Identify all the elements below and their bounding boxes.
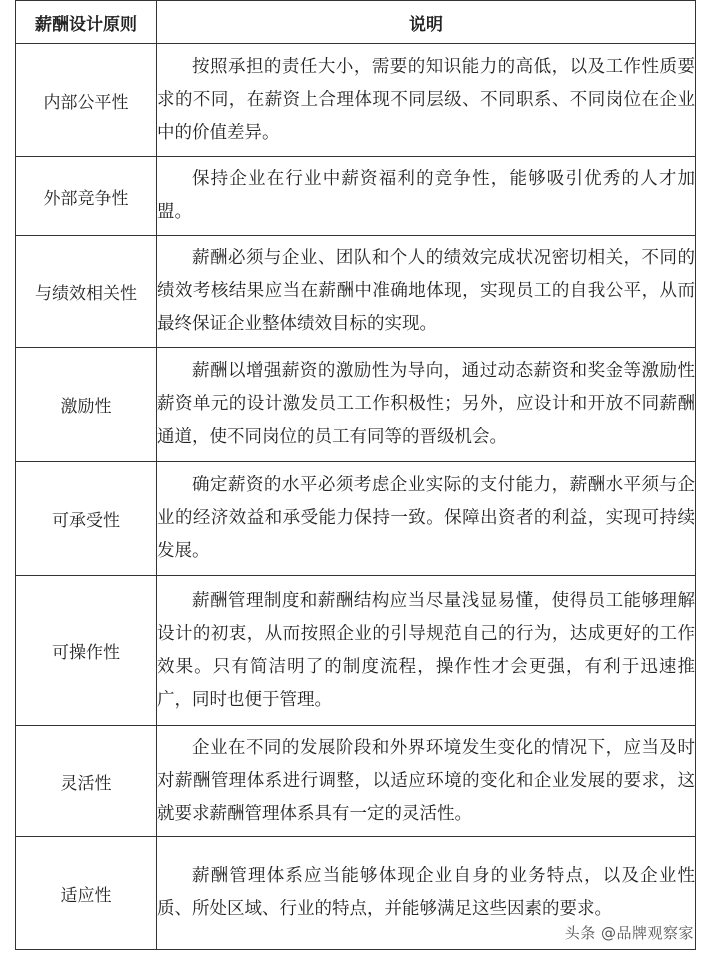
table-row: [16, 348, 696, 462]
principle-name: 外部竞争性: [16, 157, 157, 236]
principle-description: 保持企业在行业中薪资福利的竞争性，能够吸引优秀的人才加盟。: [157, 157, 696, 236]
header-principle: 薪酬设计原则: [16, 1, 157, 44]
principle-description: 按照承担的责任大小，需要的知识能力的高低，以及工作性质要求的不同，在薪资上合理体现不同层级、不同职系、不同岗位在企业中的价值差异。: [157, 44, 696, 157]
header-description: 说明: [157, 1, 696, 44]
principle-name: 激励性: [16, 348, 157, 462]
table-row: [16, 44, 696, 157]
table-row: [16, 726, 696, 837]
principle-name: 内部公平性: [16, 44, 157, 157]
principles-table: [15, 0, 696, 950]
table-row: [16, 576, 696, 726]
principle-description: 薪酬管理制度和薪酬结构应当尽量浅显易懂，使得员工能够理解设计的初衷，从而按照企业的引导规范自己的行为，达成更好的工作效果。只有简洁明了的制度流程，操作性才会更强，有利于迅速推广，同时也便于管理。: [157, 576, 696, 726]
table-row: [16, 462, 696, 576]
watermark: 头条 @品牌观察家: [564, 924, 694, 942]
principle-name: 可承受性: [16, 462, 157, 576]
principle-description: 确定薪资的水平必须考虑企业实际的支付能力，薪酬水平须与企业的经济效益和承受能力保持一致。保障出资者的利益，实现可持续发展。: [157, 462, 696, 576]
principle-name: 灵活性: [16, 726, 157, 837]
principle-description: 薪酬管理体系应当能够体现企业自身的业务特点，以及企业性质、所处区域、行业的特点，并能够满足这些因素的要求。: [157, 837, 696, 950]
principle-name: 可操作性: [16, 576, 157, 726]
table-header-row: [16, 1, 696, 44]
table-row: [16, 236, 696, 348]
principle-description: 薪酬以增强薪资的激励性为导向，通过动态薪资和奖金等激励性薪资单元的设计激发员工工作积极性；另外，应设计和开放不同薪酬通道，使不同岗位的员工有同等的晋级机会。: [157, 348, 696, 462]
principle-description: 薪酬必须与企业、团队和个人的绩效完成状况密切相关，不同的绩效考核结果应当在薪酬中准确地体现，实现员工的自我公平，从而最终保证企业整体绩效目标的实现。: [157, 236, 696, 348]
principle-name: 适应性: [16, 837, 157, 950]
table-row: [16, 157, 696, 236]
principle-name: 与绩效相关性: [16, 236, 157, 348]
principle-description: 企业在不同的发展阶段和外界环境发生变化的情况下，应当及时对薪酬管理体系进行调整，以适应环境的变化和企业发展的要求，这就要求薪酬管理体系具有一定的灵活性。: [157, 726, 696, 837]
